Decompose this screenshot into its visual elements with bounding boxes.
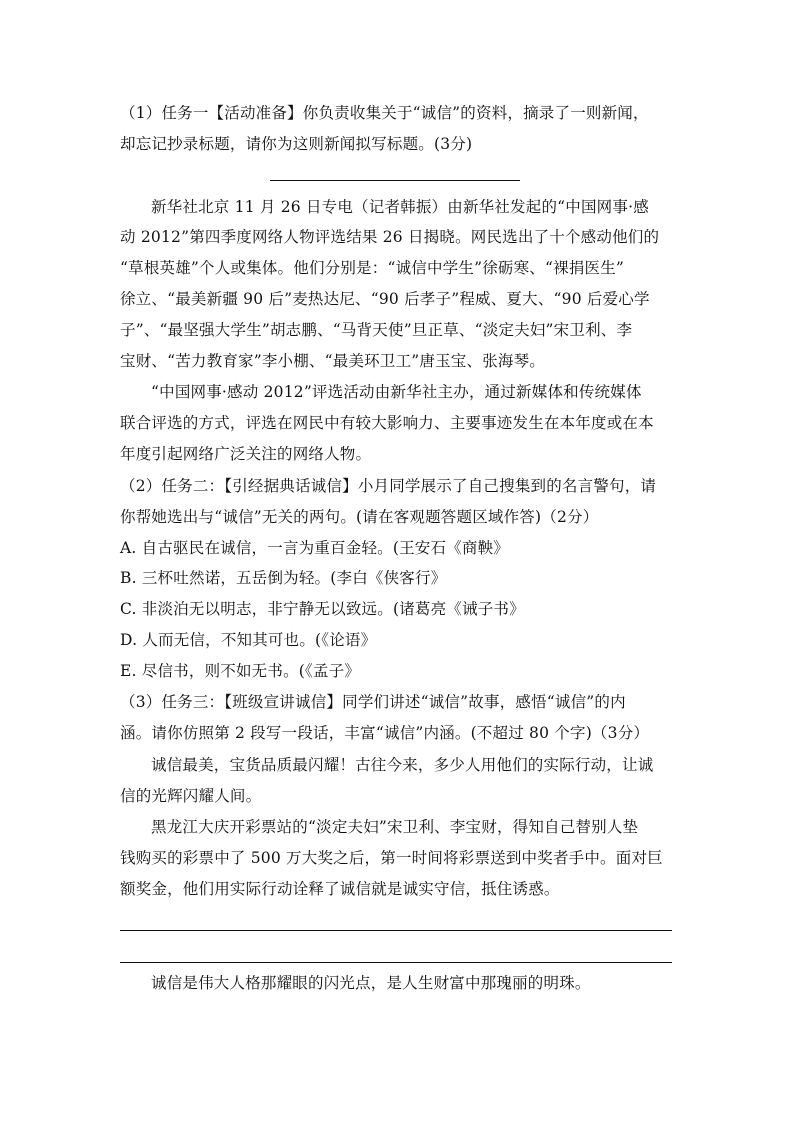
q3-p2-line-2: 钱购买的彩票中了 500 万大奖之后，第一时间将彩票送到中奖者手中。面对巨 bbox=[120, 849, 663, 867]
news-p1-line-4: 徐立、“最美新疆 90 后”麦热达尼、“90 后孝子”程威、夏大、“90 后爱心学 bbox=[120, 290, 650, 308]
news-p1-line-3: “草根英雄”个人或集体。他们分别是：“诚信中学生”徐砺寒、“裸捐医生” bbox=[120, 259, 625, 277]
q2-option-e[interactable]: E. 尽信书，则不如无书。(《孟子》 bbox=[120, 662, 361, 680]
news-p1-line-5: 子”、“最坚强大学生”胡志鹏、“马背天使”旦正草、“淡定夫妇”宋卫利、李 bbox=[120, 321, 633, 339]
q3-answer-line-2[interactable] bbox=[120, 962, 672, 963]
q3-line-2: 涵。请你仿照第 2 段写一段话，丰富“诚信”内涵。(不超过 80 个字)（3分） bbox=[120, 724, 650, 742]
q3-p2-line-1: 黑龙江大庆开彩票站的“淡定夫妇”宋卫利、李宝财，得知自己替别人垫 bbox=[151, 818, 639, 836]
q1-line-1: （1）任务一【活动准备】你负责收集关于“诚信”的资料，摘录了一则新闻， bbox=[120, 104, 649, 122]
q2-line-1: （2）任务二：【引经据典话诚信】小月同学展示了自己搜集到的名言警句，请 bbox=[120, 477, 657, 495]
news-p2-line-2: 联合评选的方式，评选在网民中有较大影响力、主要事迹发生在本年度或在本 bbox=[120, 414, 654, 432]
news-p1-line-1: 新华社北京 11 月 26 日专电（记者韩振）由新华社发起的“中国网事·感 bbox=[151, 198, 649, 216]
news-p1-line-6: 宝财、“苦力教育家”李小棚、“最美环卫工”唐玉宝、张海琴。 bbox=[120, 352, 545, 370]
q3-p1-line-1: 诚信最美，宝货品质最闪耀！古往今来，多少人用他们的实际行动，让诚 bbox=[151, 756, 654, 774]
q2-option-b[interactable]: B. 三杯吐然诺，五岳倒为轻。(李白《侠客行》 bbox=[120, 569, 447, 587]
news-p1-line-2: 动 2012”第四季度网络人物评选结果 26 日揭晓。网民选出了十个感动他们的 bbox=[120, 228, 660, 246]
q2-line-2: 你帮她选出与“诚信”无关的两句。(请在客观题答题区域作答)（2分） bbox=[120, 508, 599, 526]
q3-closing-line: 诚信是伟大人格那耀眼的闪光点，是人生财富中那瑰丽的明珠。 bbox=[151, 974, 591, 992]
q2-option-d[interactable]: D. 人而无信，不知其可也。(《论语》 bbox=[120, 631, 377, 649]
news-p2-line-1: “中国网事·感动 2012”评选活动由新华社主办，通过新媒体和传统媒体 bbox=[151, 383, 642, 401]
q2-option-c[interactable]: C. 非淡泊无以明志，非宁静无以致远。(诸葛亮《诫子书》 bbox=[120, 600, 525, 618]
q3-p1-line-2: 信的光辉闪耀人间。 bbox=[120, 787, 262, 805]
q3-p2-line-3: 额奖金，他们用实际行动诠释了诚信就是诚实守信，抵住诱惑。 bbox=[120, 880, 560, 898]
q1-line-2: 却忘记抄录标题，请你为这则新闻拟写标题。(3分) bbox=[120, 135, 473, 153]
q2-option-a[interactable]: A. 自古驱民在诚信，一言为重百金轻。(王安石《商鞅》 bbox=[120, 539, 509, 557]
news-p2-line-3: 年度引起网络广泛关注的网络人物。 bbox=[120, 445, 372, 463]
q1-answer-blank[interactable] bbox=[270, 180, 520, 181]
q3-answer-line-1[interactable] bbox=[120, 930, 672, 931]
q3-line-1: （3）任务三：【班级宣讲诚信】同学们讲述“诚信”故事，感悟“诚信”的内 bbox=[120, 693, 626, 711]
